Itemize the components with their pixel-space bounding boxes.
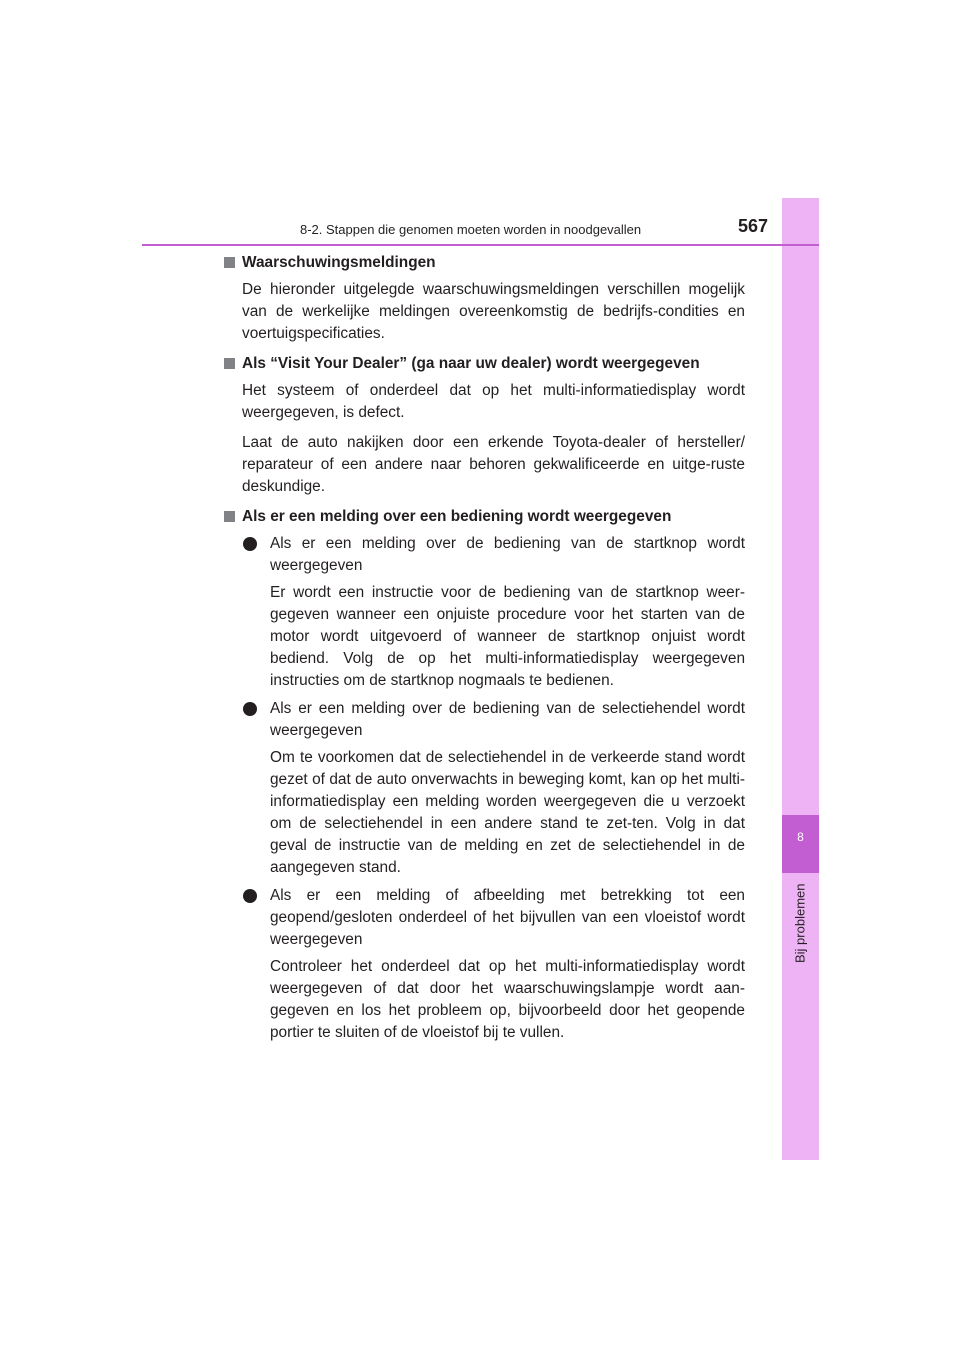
chapter-sidebar [782,198,819,1160]
square-bullet-icon [224,358,235,369]
header-title: 8-2. Stappen die genomen moeten worden in noodgevallen [300,222,642,237]
page-number: 567 [738,216,769,236]
bullet-title: Als er een melding over de bediening van de startknop wordt weergegeven [270,535,745,574]
chapter-label [786,884,814,994]
bullet-item [224,885,745,951]
section-heading [224,252,745,274]
bullet-title: Als er een melding over de bediening van de selectiehendel wordt weergegeven [270,700,745,739]
chapter-number: 8 [797,830,804,844]
round-bullet-icon [243,702,257,716]
section-heading [224,353,745,375]
bullet-paragraph: Er wordt een instructie voor de bediening van de startknop weer-gegeven wanneer een onjuiste procedure voor het starten van de motor wordt uitgevoerd of wanneer de startknop onjuist wordt bediend. Volg de op het multi-informatiedisplay weergegeven instructies om de startknop nogmaals te bedienen. [270,584,745,689]
square-bullet-icon [224,257,235,268]
paragraph: De hieronder uitgelegde waarschuwingsmeldingen verschillen mogelijk van de werkelijke meldingen overeenkomstig de bedrijfs-condities en voertuigspecificaties. [242,281,745,342]
chapter-tab [782,815,819,873]
bullet-item [224,533,745,577]
square-bullet-icon [224,511,235,522]
section-heading-text: Waarschuwingsmeldingen [242,254,436,271]
header-rule [142,244,819,246]
section-heading-text: Als er een melding over een bediening wordt weergegeven [242,508,672,525]
paragraph: Laat de auto nakijken door een erkende Toyota-dealer of hersteller/ reparateur of een andere naar behoren gekwalificeerde en uitge-ruste deskundige. [242,434,745,495]
section-heading-text: Als “Visit Your Dealer” (ga naar uw dealer) wordt weergegeven [242,355,700,372]
paragraph: Het systeem of onderdeel dat op het multi-informatiedisplay wordt weergegeven, is defect. [242,382,745,421]
bullet-paragraph: Controleer het onderdeel dat op het multi-informatiedisplay wordt weergegeven of dat door het waarschuwingslampje wordt aan-gegeven en los het probleem op, bijvoorbeeld door het geopende portier te sluiten of de vloeistof bij te vullen. [270,958,745,1041]
bullet-item [224,698,745,742]
page-content [224,252,745,1050]
round-bullet-icon [243,537,257,551]
chapter-label-text: Bij problemen [792,884,808,964]
bullet-title: Als er een melding of afbeelding met betrekking tot een geopend/gesloten onderdeel of het bijvullen van een vloeistof wordt weergegeven [270,887,745,948]
round-bullet-icon [243,889,257,903]
bullet-paragraph: Om te voorkomen dat de selectiehendel in de verkeerde stand wordt gezet of dat de auto onverwachts in beweging komt, kan op het multi-informatiedisplay een melding worden weergegeven die u verzoekt om de selectiehendel in een andere stand te zet-ten. Volg in dat geval de instructie van de melding en zet de selectiehendel in de aangegeven stand. [270,749,745,876]
section-heading [224,506,745,528]
